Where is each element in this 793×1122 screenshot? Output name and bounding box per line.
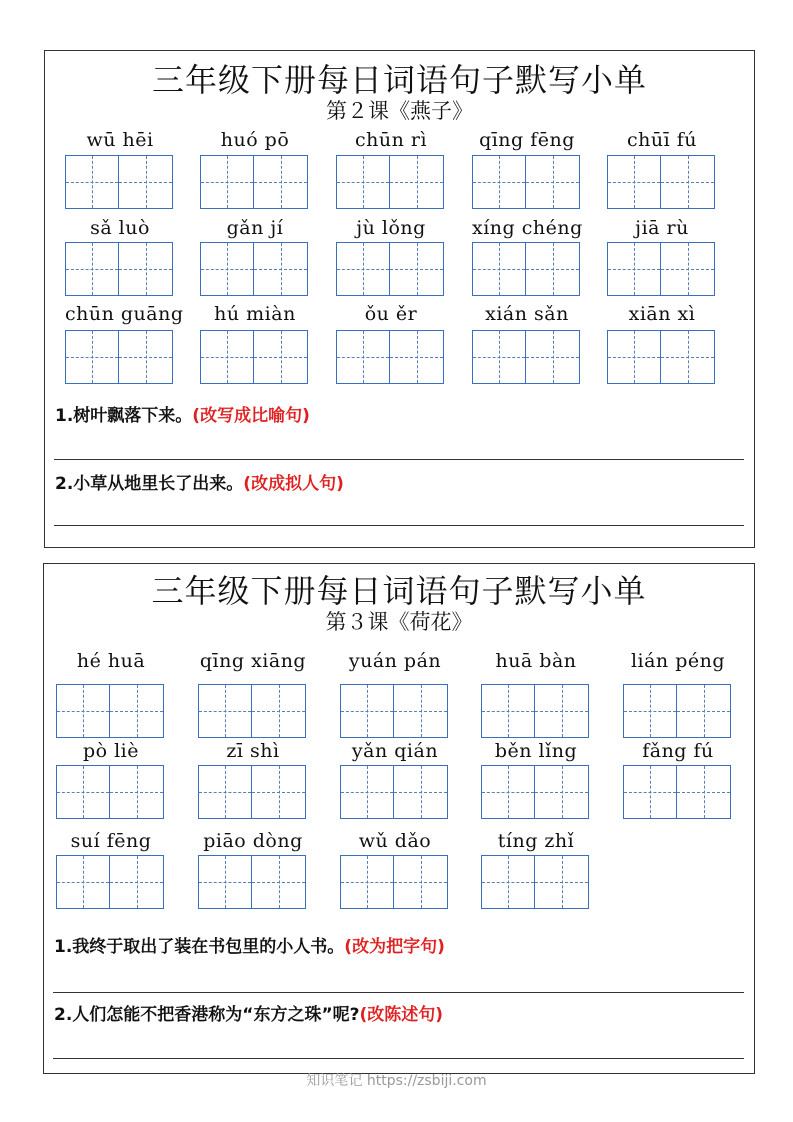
tian-zi-cell[interactable] (340, 684, 394, 738)
pinyin-label: sǎ luò (90, 217, 150, 239)
pinyin-label: wū hēi (86, 129, 154, 151)
tian-zi-cell[interactable] (336, 242, 390, 296)
tian-zi-cell[interactable] (607, 155, 661, 209)
tian-zi-cell[interactable] (677, 684, 731, 738)
pinyin-label: chūn rì (354, 129, 428, 151)
tian-zi-cell[interactable] (198, 855, 252, 909)
pinyin-label: qīng fēng (479, 129, 575, 151)
pinyin-label: hú miàn (214, 303, 296, 325)
question-hint: (改成拟人句) (243, 474, 344, 494)
worksheet-title: 三年级下册每日词语句子默写小单 (151, 61, 647, 99)
pinyin-label: lián péng (630, 650, 726, 672)
question-text: 2.小草从地里长了出来。 (55, 474, 244, 494)
writing-grid[interactable] (65, 155, 173, 209)
writing-grid[interactable] (607, 330, 715, 384)
pinyin-label: jiā rù (635, 217, 689, 239)
pinyin-label: fǎng fú (642, 740, 714, 762)
pinyin-label: hé huā (76, 650, 146, 672)
tian-zi-cell[interactable] (119, 155, 173, 209)
tian-zi-cell[interactable] (481, 684, 535, 738)
question-1 (54, 932, 445, 957)
tian-zi-cell[interactable] (56, 765, 110, 819)
pinyin-label: chūī fú (627, 129, 697, 151)
pinyin-label: ǒu ěr (364, 303, 418, 325)
writing-grid[interactable] (65, 242, 173, 296)
writing-grid[interactable] (336, 330, 444, 384)
tian-zi-cell[interactable] (394, 765, 448, 819)
pinyin-label: qīng xiāng (199, 650, 307, 672)
tian-zi-cell[interactable] (119, 242, 173, 296)
tian-zi-cell[interactable] (254, 155, 308, 209)
writing-grid[interactable] (340, 765, 448, 819)
tian-zi-cell[interactable] (119, 330, 173, 384)
writing-grid[interactable] (472, 330, 580, 384)
pinyin-label: chūn guāng (65, 303, 184, 325)
tian-zi-cell[interactable] (472, 330, 526, 384)
tian-zi-cell[interactable] (390, 242, 444, 296)
tian-zi-cell[interactable] (65, 155, 119, 209)
pinyin-label: xiān xì (628, 303, 696, 325)
writing-grid[interactable] (198, 765, 306, 819)
tian-zi-cell[interactable] (110, 855, 164, 909)
question-2 (55, 469, 344, 494)
tian-zi-cell[interactable] (390, 155, 444, 209)
writing-grid[interactable] (198, 855, 306, 909)
tian-zi-cell[interactable] (661, 242, 715, 296)
answer-line[interactable] (53, 1058, 744, 1059)
pinyin-label: wǔ dǎo (358, 830, 432, 852)
writing-grid[interactable] (56, 765, 164, 819)
tian-zi-cell[interactable] (472, 155, 526, 209)
tian-zi-cell[interactable] (340, 765, 394, 819)
writing-grid[interactable] (65, 330, 173, 384)
tian-zi-cell[interactable] (254, 330, 308, 384)
tian-zi-cell[interactable] (198, 765, 252, 819)
tian-zi-cell[interactable] (607, 242, 661, 296)
pinyin-label: yuán pán (348, 650, 442, 672)
pinyin-label: xíng chéng (472, 217, 583, 239)
question-text: 1.我终于取出了装在书包里的小人书。 (54, 937, 345, 957)
writing-grid[interactable] (336, 242, 444, 296)
pinyin-label: pò liè (82, 740, 140, 762)
writing-grid[interactable] (607, 155, 715, 209)
tian-zi-cell[interactable] (535, 684, 589, 738)
tian-zi-cell[interactable] (535, 855, 589, 909)
pinyin-label: huó pō (220, 129, 290, 151)
pinyin-label: piāo dòng (203, 830, 303, 852)
answer-line[interactable] (54, 459, 744, 460)
question-hint: (改陈述句) (359, 1005, 444, 1025)
pinyin-label: tíng zhǐ (497, 830, 575, 852)
pinyin-label: huā bàn (495, 650, 577, 672)
answer-line[interactable] (54, 525, 744, 526)
tian-zi-cell[interactable] (336, 155, 390, 209)
tian-zi-cell[interactable] (336, 330, 390, 384)
footer-watermark: 知识笔记 https://zsbiji.com (306, 1073, 487, 1089)
worksheet-title: 三年级下册每日词语句子默写小单 (151, 572, 647, 610)
writing-grid[interactable] (340, 684, 448, 738)
tian-zi-cell[interactable] (340, 855, 394, 909)
tian-zi-cell[interactable] (623, 765, 677, 819)
question-2 (54, 1000, 443, 1025)
tian-zi-cell[interactable] (535, 765, 589, 819)
tian-zi-cell[interactable] (394, 855, 448, 909)
tian-zi-cell[interactable] (65, 330, 119, 384)
pinyin-label: yǎn qián (351, 740, 439, 762)
tian-zi-cell[interactable] (526, 242, 580, 296)
pinyin-label: běn lǐng (494, 740, 578, 762)
tian-zi-cell[interactable] (200, 155, 254, 209)
tian-zi-cell[interactable] (252, 765, 306, 819)
question-text: 1.树叶飘落下来。 (55, 406, 193, 426)
question-1 (55, 401, 310, 426)
lesson-subtitle: 第３课《荷花》 (325, 610, 473, 634)
tian-zi-cell[interactable] (252, 684, 306, 738)
tian-zi-cell[interactable] (65, 242, 119, 296)
tian-zi-cell[interactable] (110, 765, 164, 819)
pinyin-label: suí fēng (70, 830, 152, 852)
tian-zi-cell[interactable] (254, 242, 308, 296)
worksheet-lesson-2 (44, 50, 755, 548)
writing-grid[interactable] (336, 155, 444, 209)
writing-grid[interactable] (200, 155, 308, 209)
tian-zi-cell[interactable] (200, 242, 254, 296)
tian-zi-cell[interactable] (623, 684, 677, 738)
writing-grid[interactable] (472, 242, 580, 296)
tian-zi-cell[interactable] (481, 855, 535, 909)
tian-zi-cell[interactable] (526, 330, 580, 384)
question-hint: (改为把字句) (344, 937, 445, 957)
tian-zi-cell[interactable] (56, 684, 110, 738)
tian-zi-cell[interactable] (481, 765, 535, 819)
writing-grid[interactable] (472, 155, 580, 209)
tian-zi-cell[interactable] (110, 684, 164, 738)
answer-line[interactable] (53, 992, 744, 993)
tian-zi-cell[interactable] (198, 684, 252, 738)
worksheet-lesson-3 (43, 563, 755, 1074)
writing-grid[interactable] (481, 684, 589, 738)
tian-zi-cell[interactable] (677, 765, 731, 819)
pinyin-label: gǎn jí (226, 217, 284, 239)
writing-grid[interactable] (200, 330, 308, 384)
pinyin-label: zī shì (226, 740, 280, 762)
writing-grid[interactable] (340, 855, 448, 909)
writing-grid[interactable] (623, 684, 731, 738)
writing-grid[interactable] (200, 242, 308, 296)
tian-zi-cell[interactable] (390, 330, 444, 384)
writing-grid[interactable] (198, 684, 306, 738)
writing-grid[interactable] (623, 765, 731, 819)
tian-zi-cell[interactable] (200, 330, 254, 384)
question-text: 2.人们怎能不把香港称为“东方之珠”呢? (54, 1005, 360, 1025)
tian-zi-cell[interactable] (472, 242, 526, 296)
pinyin-label: xián sǎn (485, 303, 569, 325)
writing-grid[interactable] (56, 855, 164, 909)
writing-grid[interactable] (56, 684, 164, 738)
writing-grid[interactable] (607, 242, 715, 296)
lesson-subtitle: 第２课《燕子》 (326, 99, 473, 123)
writing-grid[interactable] (481, 855, 589, 909)
tian-zi-cell[interactable] (394, 684, 448, 738)
question-hint: (改写成比喻句) (192, 406, 310, 426)
writing-grid[interactable] (481, 765, 589, 819)
tian-zi-cell[interactable] (607, 330, 661, 384)
tian-zi-cell[interactable] (526, 155, 580, 209)
tian-zi-cell[interactable] (252, 855, 306, 909)
tian-zi-cell[interactable] (56, 855, 110, 909)
pinyin-label: jù lǒng (356, 217, 426, 239)
tian-zi-cell[interactable] (661, 155, 715, 209)
tian-zi-cell[interactable] (661, 330, 715, 384)
